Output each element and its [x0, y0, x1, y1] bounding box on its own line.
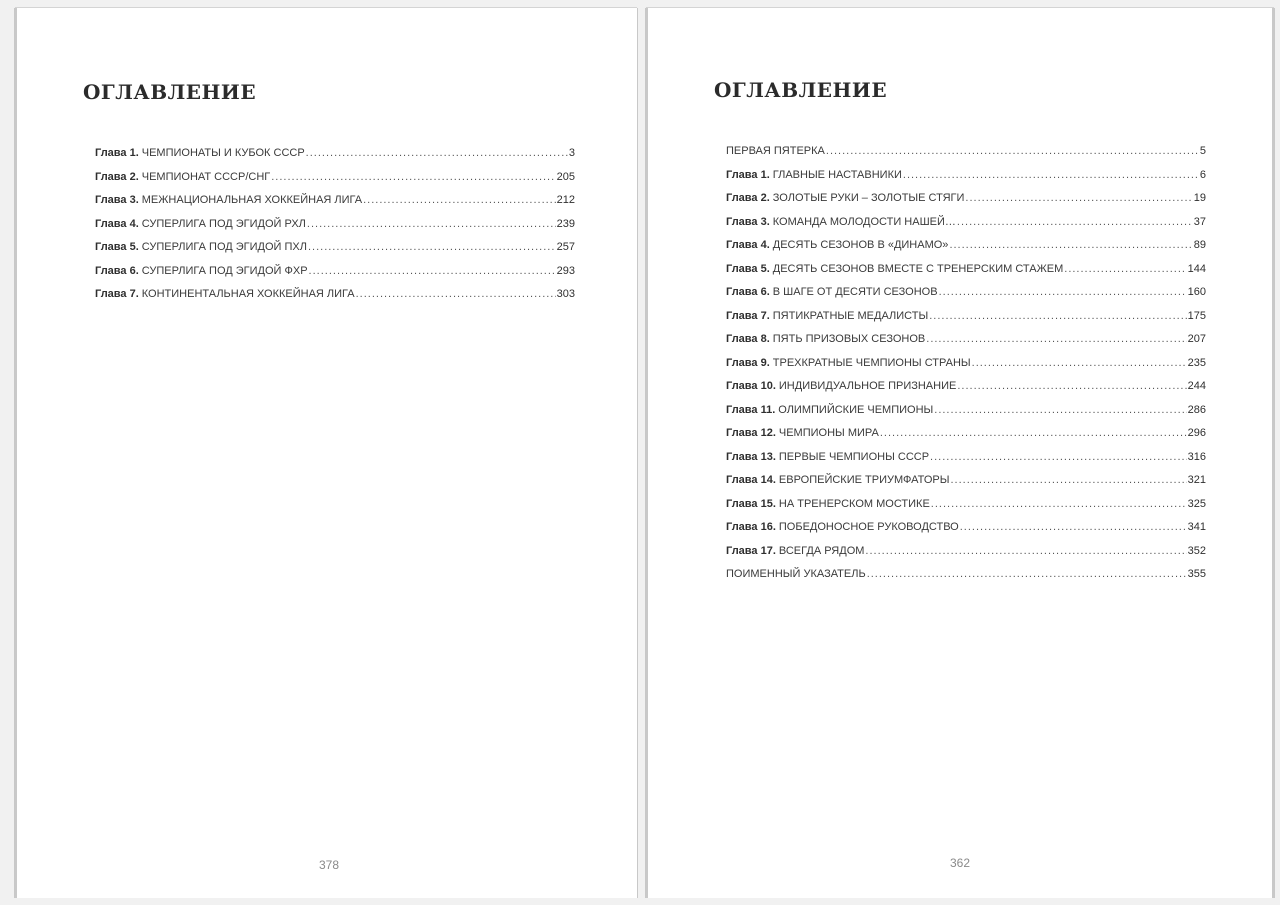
dot-leader [880, 422, 1187, 446]
table-of-contents [95, 142, 575, 307]
chapter-number: Глава 9. [726, 356, 770, 369]
chapter-number: Глава 10. [726, 380, 776, 392]
entry-title: ПОБЕДОНОСНОЕ РУКОВОДСТВО [778, 521, 959, 533]
chapter-number: Глава 3. [95, 194, 139, 206]
toc-entry [726, 258, 1206, 282]
chapter-number: Глава 8. [726, 333, 770, 345]
page-number: 205 [556, 170, 575, 183]
toc-entry [726, 399, 1206, 423]
chapter-number: Глава 12. [726, 427, 776, 439]
page-number: 6 [1199, 168, 1206, 181]
toc-entry [726, 469, 1206, 493]
dot-leader [972, 352, 1187, 376]
page-number: 144 [1187, 262, 1206, 275]
chapter-number: Глава 17. [726, 544, 776, 557]
page-number: 325 [1187, 497, 1206, 510]
dot-leader [957, 211, 1193, 235]
dot-leader [950, 469, 1186, 493]
toc-entry [95, 236, 575, 260]
dot-leader [957, 375, 1186, 399]
toc-entry [726, 211, 1206, 235]
page-number: 19 [1193, 192, 1206, 204]
dot-leader [939, 281, 1187, 305]
dot-leader [960, 516, 1187, 540]
dot-leader [930, 446, 1187, 470]
toc-entry [726, 422, 1206, 446]
chapter-number: Глава 2. [95, 170, 139, 183]
chapter-number: Глава 1. [726, 168, 770, 181]
chapter-number: Глава 4. [95, 217, 139, 230]
toc-entry [95, 189, 575, 213]
dot-leader [929, 305, 1186, 329]
page-heading: ОГЛАВЛЕНИЕ [83, 80, 257, 104]
dot-leader [903, 164, 1199, 188]
entry-title: ПОИМЕННЫЙ УКАЗАТЕЛЬ [726, 568, 866, 580]
chapter-number: Глава 4. [726, 239, 770, 251]
dot-leader [826, 140, 1199, 164]
dot-leader [949, 234, 1192, 258]
toc-entry [726, 516, 1206, 540]
chapter-number: Глава 7. [726, 309, 770, 322]
dot-leader [308, 236, 556, 260]
toc-entry [726, 352, 1206, 376]
toc-entry [726, 305, 1206, 329]
dot-leader [306, 142, 568, 166]
entry-title: ЧЕМПИОНАТЫ И КУБОК СССР [141, 147, 305, 159]
entry-title: ПЯТЬ ПРИЗОВЫХ СЕЗОНОВ [772, 333, 926, 345]
right-page [646, 8, 1274, 898]
page-number: 341 [1187, 521, 1206, 533]
entry-title: ДЕСЯТЬ СЕЗОНОВ В «ДИНАМО» [772, 239, 949, 251]
page-number: 5 [1199, 145, 1206, 157]
chapter-number: Глава 16. [726, 521, 776, 533]
entry-title: ПЕРВАЯ ПЯТЕРКА [726, 145, 825, 157]
dot-leader [309, 260, 556, 284]
dot-leader [271, 166, 555, 190]
chapter-number: Глава 1. [95, 147, 139, 159]
toc-entry [95, 142, 575, 166]
page-number: 160 [1187, 286, 1206, 298]
toc-entry [726, 281, 1206, 305]
page-number: 321 [1187, 474, 1206, 486]
page-number: 175 [1187, 309, 1206, 322]
page-number: 257 [556, 241, 575, 253]
entry-title: В ШАГЕ ОТ ДЕСЯТИ СЕЗОНОВ [772, 286, 938, 298]
toc-entry [726, 328, 1206, 352]
entry-title: ОЛИМПИЙСКИЕ ЧЕМПИОНЫ [778, 403, 934, 416]
page-number: 244 [1187, 380, 1206, 392]
chapter-number: Глава 3. [726, 215, 770, 228]
toc-entry [726, 540, 1206, 564]
dot-leader [934, 399, 1186, 423]
page-number: 207 [1187, 333, 1206, 345]
page-number: 355 [1187, 568, 1206, 580]
chapter-number: Глава 5. [95, 241, 139, 253]
chapter-number: Глава 11. [726, 403, 776, 416]
chapter-number: Глава 6. [726, 286, 770, 298]
chapter-number: Глава 14. [726, 474, 776, 486]
left-page [15, 8, 637, 898]
toc-entry [726, 187, 1206, 211]
toc-entry [726, 375, 1206, 399]
entry-title: ПЯТИКРАТНЫЕ МЕДАЛИСТЫ [772, 309, 929, 322]
entry-title: СУПЕРЛИГА ПОД ЭГИДОЙ ФХР [141, 264, 308, 277]
toc-entry [726, 140, 1206, 164]
toc-entry [726, 446, 1206, 470]
entry-title: ЕВРОПЕЙСКИЕ ТРИУМФАТОРЫ [778, 474, 950, 486]
entry-title: ВСЕГДА РЯДОМ [778, 544, 865, 557]
page-number: 352 [1187, 544, 1206, 557]
page-number: 316 [1187, 450, 1206, 463]
toc-entry [726, 493, 1206, 517]
dot-leader [356, 283, 556, 307]
entry-title: НА ТРЕНЕРСКОМ МОСТИКЕ [778, 497, 930, 510]
page-number: 239 [556, 217, 575, 230]
chapter-number: Глава 7. [95, 288, 139, 300]
table-of-contents [726, 140, 1206, 587]
entry-title: КОМАНДА МОЛОДОСТИ НАШЕЙ… [772, 215, 956, 228]
entry-title: ПЕРВЫЕ ЧЕМПИОНЫ СССР [778, 450, 930, 463]
page-number: 296 [1187, 427, 1206, 439]
page-number: 212 [556, 194, 575, 206]
entry-title: СУПЕРЛИГА ПОД ЭГИДОЙ РХЛ [141, 217, 306, 230]
dot-leader [931, 493, 1187, 517]
entry-title: ЧЕМПИОНАТ СССР/СНГ [141, 170, 271, 183]
toc-entry [95, 260, 575, 284]
chapter-number: Глава 15. [726, 497, 776, 510]
page-folio: 378 [319, 858, 340, 872]
entry-title: КОНТИНЕНТАЛЬНАЯ ХОККЕЙНАЯ ЛИГА [141, 288, 355, 300]
entry-title: ЗОЛОТЫЕ РУКИ – ЗОЛОТЫЕ СТЯГИ [772, 192, 965, 204]
chapter-number: Глава 2. [726, 192, 770, 204]
entry-title: ЧЕМПИОНЫ МИРА [778, 427, 879, 439]
page-number: 303 [556, 288, 575, 300]
toc-entry [95, 213, 575, 237]
page-number: 89 [1193, 239, 1206, 251]
dot-leader [307, 213, 556, 237]
page-number: 293 [556, 264, 575, 277]
toc-entry [95, 283, 575, 307]
chapter-number: Глава 5. [726, 262, 770, 275]
page-number: 3 [568, 147, 575, 159]
dot-leader [965, 187, 1192, 211]
page-number: 37 [1193, 215, 1206, 228]
entry-title: ИНДИВИДУАЛЬНОЕ ПРИЗНАНИЕ [778, 380, 957, 392]
chapter-number: Глава 6. [95, 264, 139, 277]
dot-leader [865, 540, 1186, 564]
toc-entry [726, 234, 1206, 258]
entry-title: МЕЖНАЦИОНАЛЬНАЯ ХОККЕЙНАЯ ЛИГА [141, 194, 363, 206]
dot-leader [926, 328, 1186, 352]
toc-entry [95, 166, 575, 190]
page-number: 286 [1187, 403, 1206, 416]
dot-leader [363, 189, 556, 213]
page-heading: ОГЛАВЛЕНИЕ [714, 78, 888, 102]
entry-title: ГЛАВНЫЕ НАСТАВНИКИ [772, 168, 902, 181]
toc-entry [726, 563, 1206, 587]
dot-leader [867, 563, 1187, 587]
toc-entry [726, 164, 1206, 188]
chapter-number: Глава 13. [726, 450, 776, 463]
entry-title: ТРЕХКРАТНЫЕ ЧЕМПИОНЫ СТРАНЫ [772, 356, 971, 369]
entry-title: СУПЕРЛИГА ПОД ЭГИДОЙ ПХЛ [141, 241, 307, 253]
dot-leader [1064, 258, 1186, 282]
entry-title: ДЕСЯТЬ СЕЗОНОВ ВМЕСТЕ С ТРЕНЕРСКИМ СТАЖЕМ [772, 262, 1064, 275]
page-folio: 362 [950, 856, 971, 870]
page-number: 235 [1187, 356, 1206, 369]
